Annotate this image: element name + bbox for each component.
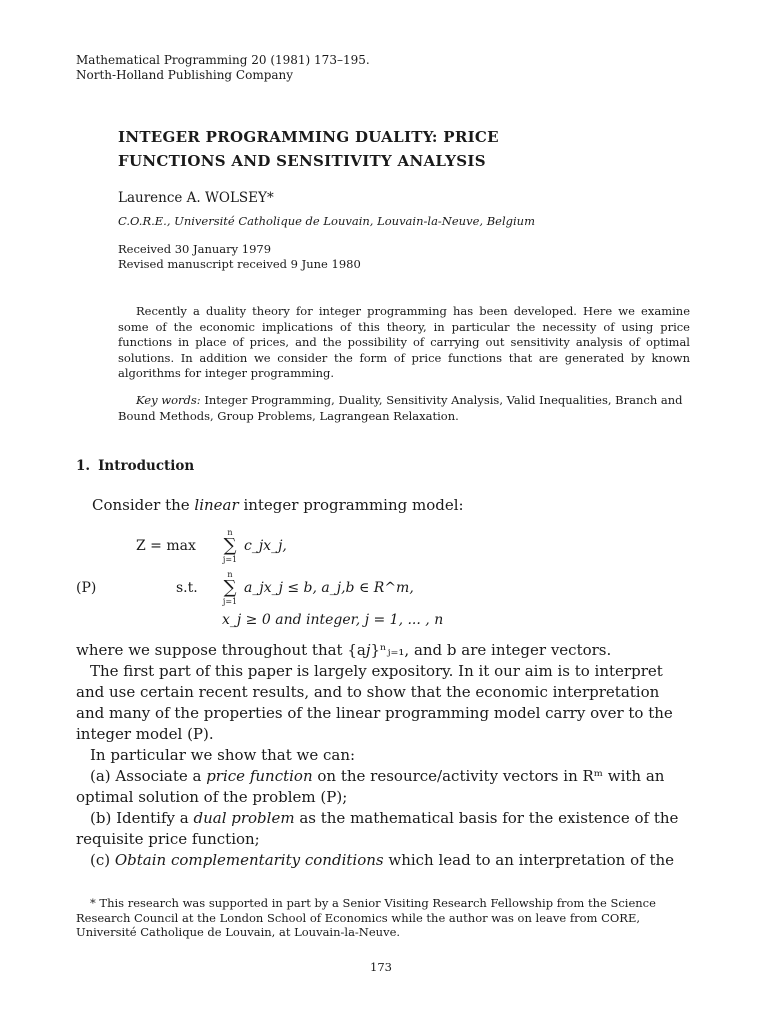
item-a-pre: (a) Associate a	[90, 767, 207, 785]
p1-post: }ⁿⱼ₌₁, and b are integer vectors.	[370, 641, 612, 659]
intro-sentence	[92, 496, 464, 514]
received-date: Received 30 January 1979	[118, 242, 272, 256]
keywords-text: Integer Programming, Duality, Sensitivity Analysis, Valid Inequalities, Branch and Bound Methods, Group Problems, Lagrangean Relaxation.	[118, 393, 683, 423]
paragraph-1: where we suppose throughout that {aj}ⁿⱼ₌₁, and b are integer vectors.	[76, 641, 612, 659]
model-label: (P)	[76, 580, 97, 596]
author-affiliation: C.O.R.E., Université Catholique de Louvain, Louvain-la-Neuve, Belgium	[118, 214, 535, 228]
keywords	[118, 393, 690, 424]
intro-text-pre: Consider the	[92, 496, 195, 514]
p1-pre: where we suppose throughout that {a	[76, 641, 366, 659]
paragraph-3: In particular we show that we can:	[90, 746, 356, 764]
sum-symbol-objective	[222, 528, 238, 564]
constraint: a_jx_j ≤ b, a_j,b ∈ R^m,	[244, 580, 414, 596]
revised-date: Revised manuscript received 9 June 1980	[118, 257, 361, 271]
title-line-1: INTEGER PROGRAMMING DUALITY: PRICE	[118, 128, 499, 146]
subject-to: s.t.	[176, 580, 198, 596]
objective-lhs: Z = max	[136, 538, 196, 554]
item-b-post: as the mathematical basis for the existence of the requisite price function;	[76, 809, 679, 848]
journal-citation	[76, 53, 370, 83]
item-a-em: price function	[206, 767, 313, 785]
sum-lower-limit: j=1	[222, 555, 238, 564]
intro-text-em: linear	[194, 496, 239, 514]
title-line-2: FUNCTIONS AND SENSITIVITY ANALYSIS	[118, 152, 486, 170]
abstract: Recently a duality theory for integer programming has been developed. Here we examine some of the economic implications of this theory, in particular the necessity of using price functions in place of prices, and the possibility of carrying out sensitivity analysis of optimal solutions. In addition we consider the form of price functions that are generated by known algorithms for integer programming.	[118, 304, 690, 380]
journal-line-1: Mathematical Programming 20 (1981) 173–195.	[76, 53, 370, 67]
submission-dates	[118, 242, 361, 272]
item-c-pre: (c)	[90, 851, 115, 869]
item-a	[76, 766, 690, 808]
footnote: * This research was supported in part by a Senior Visiting Research Fellowship from the Science Research Council at the London School of Economics while the author was on leave from CORE, Université Catholique de Louvain, at Louvain-la-Neuve.	[76, 896, 656, 939]
objective-sum-term: c_jx_j,	[244, 538, 287, 554]
item-c-post: which lead to an interpretation of the	[383, 851, 675, 869]
section-heading	[76, 458, 194, 474]
author-name: Laurence A. WOLSEY*	[118, 190, 274, 206]
sum-symbol-constraint	[222, 570, 238, 606]
item-a-post: on the resource/activity vectors in Rᵐ with an optimal solution of the problem (P);	[76, 767, 665, 806]
sum-upper-limit: n	[227, 570, 233, 579]
page-number: 173	[370, 960, 392, 974]
keywords-label: Key words:	[136, 393, 201, 407]
item-c	[76, 850, 690, 871]
journal-line-2: North-Holland Publishing Company	[76, 68, 294, 82]
sigma-icon: ∑	[223, 577, 237, 598]
sigma-icon: ∑	[223, 535, 237, 556]
item-b-pre: (b) Identify a	[90, 809, 194, 827]
item-b	[76, 808, 690, 850]
intro-text-post: integer programming model:	[238, 496, 464, 514]
item-c-em: Obtain complementarity conditions	[114, 851, 384, 869]
sum-lower-limit: j=1	[222, 597, 238, 606]
sum-upper-limit: n	[227, 528, 233, 537]
section-title: Introduction	[98, 458, 195, 474]
paragraph-2: The first part of this paper is largely expository. In it our aim is to interpret and use certain recent results, and to show that the economic interpretation and many of the properties of the linear programming model carry over to the integer model (P).	[76, 662, 673, 743]
integrality-condition: x_j ≥ 0 and integer, j = 1, ... , n	[222, 612, 444, 628]
item-b-em: dual problem	[193, 809, 295, 827]
paper-title	[118, 125, 499, 173]
section-number: 1.	[76, 458, 91, 474]
